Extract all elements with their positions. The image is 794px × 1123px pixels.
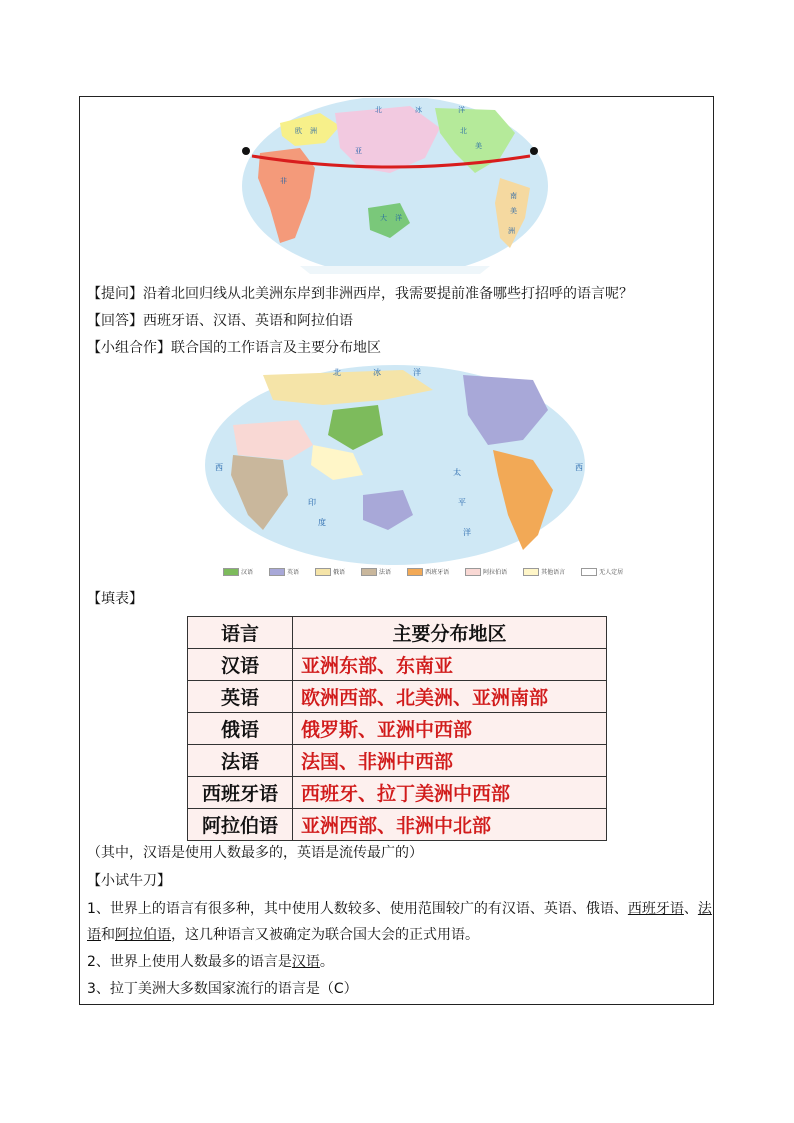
legend-label: 汉语 [241,569,254,576]
svg-text:北: 北 [333,368,341,377]
svg-text:西: 西 [215,463,223,472]
legend-label: 其他语言 [541,569,566,576]
legend-item [223,567,253,576]
legend-swatch [465,568,481,576]
table-row [188,809,607,841]
row-region: 亚洲东部、东南亚 [293,649,607,681]
table-row [188,649,607,681]
legend-label: 无人定居 [599,569,624,576]
practice-title: 【小试牛刀】 [87,873,171,889]
row-language: 俄语 [188,713,293,745]
table-note: （其中，汉语是使用人数最多的，英语是流传最广的） [87,845,423,861]
map1-label: 北 [375,106,382,114]
row-language: 阿拉伯语 [188,809,293,841]
legend-label: 俄语 [333,569,346,576]
legend-swatch [269,568,285,576]
answer-blank: 阿拉伯语 [115,927,171,943]
legend-swatch [361,568,377,576]
world-map-route [240,98,550,274]
row-language: 西班牙语 [188,777,293,809]
text-run: ，这几种语言又被确定为联合国大会的正式用语。 [171,927,479,943]
question-prompt: 【提问】沿着北回归线从北美洲东岸到非洲西岸，我需要提前准备哪些打招呼的语言呢？ [87,286,633,302]
legend-item [581,567,623,576]
row-language: 法语 [188,745,293,777]
map1-label: 冰 [415,106,422,114]
svg-text:洋: 洋 [413,368,421,377]
answer-blank: 法 [697,901,712,917]
table-row [188,681,607,713]
map1-label: 南 [510,192,517,200]
text-run: 1、世界上的语言有很多种，其中使用人数较多、使用范围较广的有汉语、英语、俄语、 [87,901,628,917]
svg-text:洋: 洋 [463,528,471,537]
text-run: 和 [101,927,115,943]
svg-text:西: 西 [575,463,583,472]
legend-item [315,567,345,576]
legend-swatch [407,568,423,576]
map1-label: 洋 [458,106,465,114]
row-language: 汉语 [188,649,293,681]
map-legend [223,567,635,576]
map1-label: 大 [380,214,387,222]
row-region: 亚洲西部、非洲中北部 [293,809,607,841]
legend-label: 英语 [287,569,300,576]
map1-label: 非 [280,177,287,185]
legend-item [269,567,299,576]
text-run: 。 [319,954,334,970]
map1-label: 欧 [295,127,302,135]
table-row [188,777,607,809]
svg-text:太: 太 [453,468,461,477]
legend-item [407,567,449,576]
practice-q1-line1 [87,899,712,919]
world-language-map [203,365,587,565]
legend-item [523,567,565,576]
map1-label: 北 [460,127,467,135]
legend-swatch [523,568,539,576]
map1-label: 洋 [395,214,402,222]
header-region: 主要分布地区 [293,617,607,649]
map1-label: 洲 [310,127,317,135]
legend-swatch [315,568,331,576]
answer-blank: 西班牙语 [627,901,684,917]
legend-item [361,567,391,576]
legend-swatch [581,568,597,576]
fill-table-title: 【填表】 [87,591,143,607]
svg-text:度: 度 [318,518,326,527]
row-region: 欧洲西部、北美洲、亚洲南部 [293,681,607,713]
map1-label: 美 [475,142,482,150]
map1-label: 美 [510,207,517,215]
answer-blank: 语 [87,927,101,943]
text-run: 2、世界上使用人数最多的语言是 [87,954,292,970]
legend-label: 阿拉伯语 [483,569,508,576]
svg-text:冰: 冰 [373,368,381,377]
text-run: 、 [683,901,698,917]
table-row [188,713,607,745]
table-row [188,745,607,777]
svg-text:平: 平 [458,498,466,507]
legend-label: 法语 [379,569,392,576]
question-answer: 【回答】西班牙语、汉语、英语和阿拉伯语 [87,313,353,329]
language-table [187,616,607,841]
map1-label: 洲 [508,227,515,235]
legend-swatch [223,568,239,576]
row-region: 法国、非洲中西部 [293,745,607,777]
row-region: 俄罗斯、亚洲中西部 [293,713,607,745]
table-header-row [188,617,607,649]
header-language: 语言 [188,617,293,649]
group-work-title: 【小组合作】联合国的工作语言及主要分布地区 [87,340,381,356]
legend-item [465,567,507,576]
practice-q2 [87,952,334,972]
map1-label: 亚 [355,147,362,155]
svg-text:印: 印 [308,498,316,507]
row-region: 西班牙、拉丁美洲中西部 [293,777,607,809]
answer-blank: 汉语 [291,954,320,970]
row-language: 英语 [188,681,293,713]
practice-q1-line2 [87,925,479,945]
practice-q3: 3、拉丁美洲大多数国家流行的语言是（C） [87,981,358,997]
legend-label: 西班牙语 [425,569,450,576]
